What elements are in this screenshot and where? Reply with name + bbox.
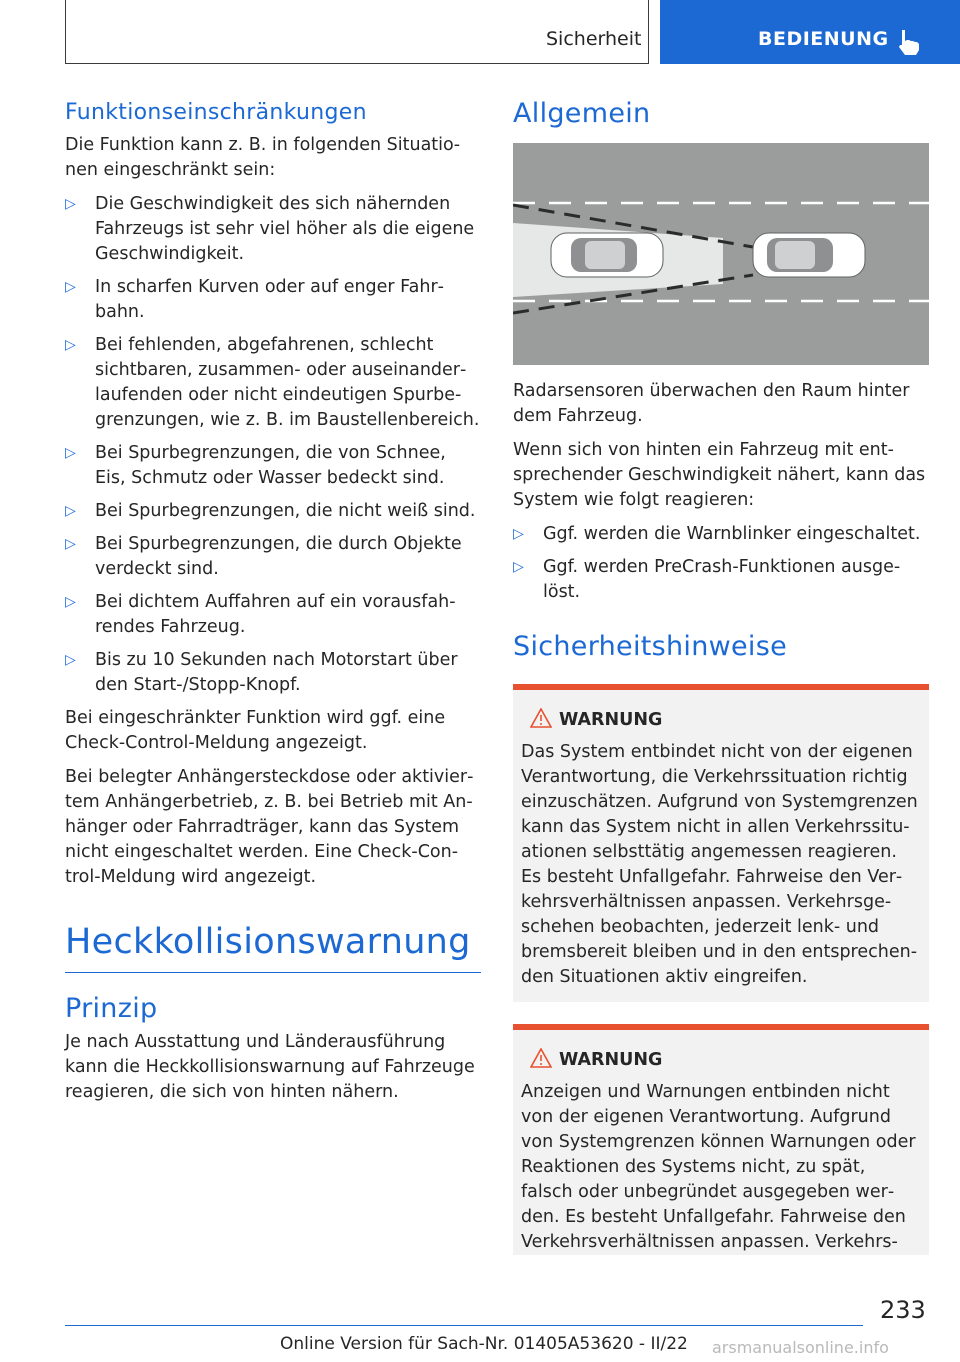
func-limits-intro: Die Funktion kann z. B. in folgenden Situationen eingeschränkt sein: (65, 135, 461, 180)
list-item: ▷ Bei fehlenden, abgefahrenen, schlecht sichtbaren, zusammen- oder auseinanderlaufenden oder nicht eindeutigen Spurbegrenzungen, wie z. B. im Baustellenbereich. (65, 335, 480, 430)
warning-triangle-icon (530, 708, 552, 728)
warning-text-1: Das System entbindet nicht von der eigenen Verantwortung, die Verkehrssituation richtig einzuschätzen. Aufgrund von Systemgrenzen kann das System nicht in allen Verkehrssituationen selbsttätig angemessen reagieren. Es besteht Unfallgefahr. Fahrweise den Verkehrsverhältnissen anpassen. Verkehrsgeschehen beobachten, jederzeit lenk- und bremsbereit bleiben und in den entsprechenden Situationen aktiv eingreifen. (521, 742, 918, 987)
tab-bedienung-label: BEDIENUNG (758, 28, 889, 50)
general-list (513, 522, 929, 605)
radar-diagram (513, 143, 929, 365)
header-section-title: Sicherheit (546, 28, 642, 50)
own-car (753, 233, 865, 277)
list-item: ▷ Bei Spurbegrenzungen, die von Schnee, Eis, Schmutz oder Wasser bedeckt sind. (65, 443, 446, 488)
watermark: arsmanualsonline.info (712, 1338, 889, 1357)
list-item: ▷ Bei dichtem Auffahren auf ein vorausfahrendes Fahrzeug. (65, 592, 456, 637)
triangle-bullet-icon: ▷ (65, 503, 76, 519)
footer-divider (65, 1325, 863, 1326)
func-limits-para-2: Bei belegter Anhängersteckdose oder aktiviertem Anhängerbetrieb, z. B. bei Betrieb mit Anhänger oder Fahrradträger, kann das System nicht eingeschaltet werden. Eine Check-Control-Meldung wird angezeigt. (65, 767, 474, 887)
warning-triangle-icon (530, 1048, 552, 1068)
warning-title-1: WARNUNG (521, 708, 921, 732)
page-number: 233 (880, 1296, 926, 1324)
general-para-2: Wenn sich von hinten ein Fahrzeug mit entsprechender Geschwindigkeit nähert, kann das System wie folgt reagieren: (513, 440, 926, 510)
right-column (513, 96, 929, 1255)
triangle-bullet-icon: ▷ (65, 196, 76, 212)
list-item: ▷ Die Geschwindigkeit des sich nähernden Fahrzeugs ist sehr viel höher als die eigene Geschwindigkeit. (65, 194, 475, 264)
triangle-bullet-icon: ▷ (65, 445, 76, 461)
list-item: ▷ Bei Spurbegrenzungen, die nicht weiß sind. (65, 499, 481, 524)
triangle-bullet-icon: ▷ (65, 536, 76, 552)
pointing-hand-icon (896, 28, 922, 56)
prinzip-text: Je nach Ausstattung und Länderausführung kann die Heckkollisionswarnung auf Fahrzeuge reagieren, die sich von hinten nähern. (65, 1032, 475, 1102)
prinzip-heading: Prinzip (65, 993, 158, 1024)
list-item: ▷ Bei Spurbegrenzungen, die durch Objekte verdeckt sind. (65, 534, 462, 579)
triangle-bullet-icon: ▷ (65, 337, 76, 353)
func-limits-para-1: Bei eingeschränkter Funktion wird ggf. eine Check-Control-Meldung angezeigt. (65, 708, 446, 753)
tab-bedienung[interactable] (660, 0, 960, 64)
triangle-bullet-icon: ▷ (65, 652, 76, 668)
triangle-bullet-icon: ▷ (65, 279, 76, 295)
warning-title-2: WARNUNG (521, 1048, 921, 1072)
list-item: ▷ In scharfen Kurven oder auf enger Fahrbahn. (65, 277, 444, 322)
footer-version-text: Online Version für Sach-Nr. 01405A53620 - II/22 (280, 1334, 688, 1354)
safety-heading: Sicherheitshinweise (513, 631, 788, 662)
list-item: ▷ Ggf. werden PreCrash-Funktionen ausgelöst. (513, 557, 901, 602)
list-item: ▷ Ggf. werden die Warnblinker eingeschaltet. (513, 522, 929, 547)
rear-warning-title: Heckkollisionswarnung (65, 922, 481, 973)
func-limits-heading: Funktionseinschränkungen (65, 100, 367, 125)
general-para-1: Radarsensoren überwachen den Raum hinter dem Fahrzeug. (513, 381, 910, 426)
rear-radar-illustration (513, 143, 929, 365)
left-column (65, 96, 481, 1114)
func-limits-list (65, 192, 481, 698)
triangle-bullet-icon: ▷ (513, 559, 524, 575)
list-item: ▷ Bis zu 10 Sekunden nach Motorstart über den Start-/Stopp-Knopf. (65, 650, 458, 695)
triangle-bullet-icon: ▷ (65, 594, 76, 610)
approaching-car (551, 233, 663, 277)
triangle-bullet-icon: ▷ (513, 526, 524, 542)
warning-text-2: Anzeigen und Warnungen entbinden nicht von der eigenen Verantwortung. Aufgrund von Systemgrenzen können Warnungen oder Reaktionen des Systems nicht, zu spät, falsch oder unbegründet ausgegeben werden. Es besteht Unfallgefahr. Fahrweise den Verkehrsverhältnissen anpassen. Verkehrs- (521, 1082, 916, 1252)
warning-box-1 (513, 684, 929, 1002)
general-heading: Allgemein (513, 98, 651, 129)
warning-box-2 (513, 1024, 929, 1255)
